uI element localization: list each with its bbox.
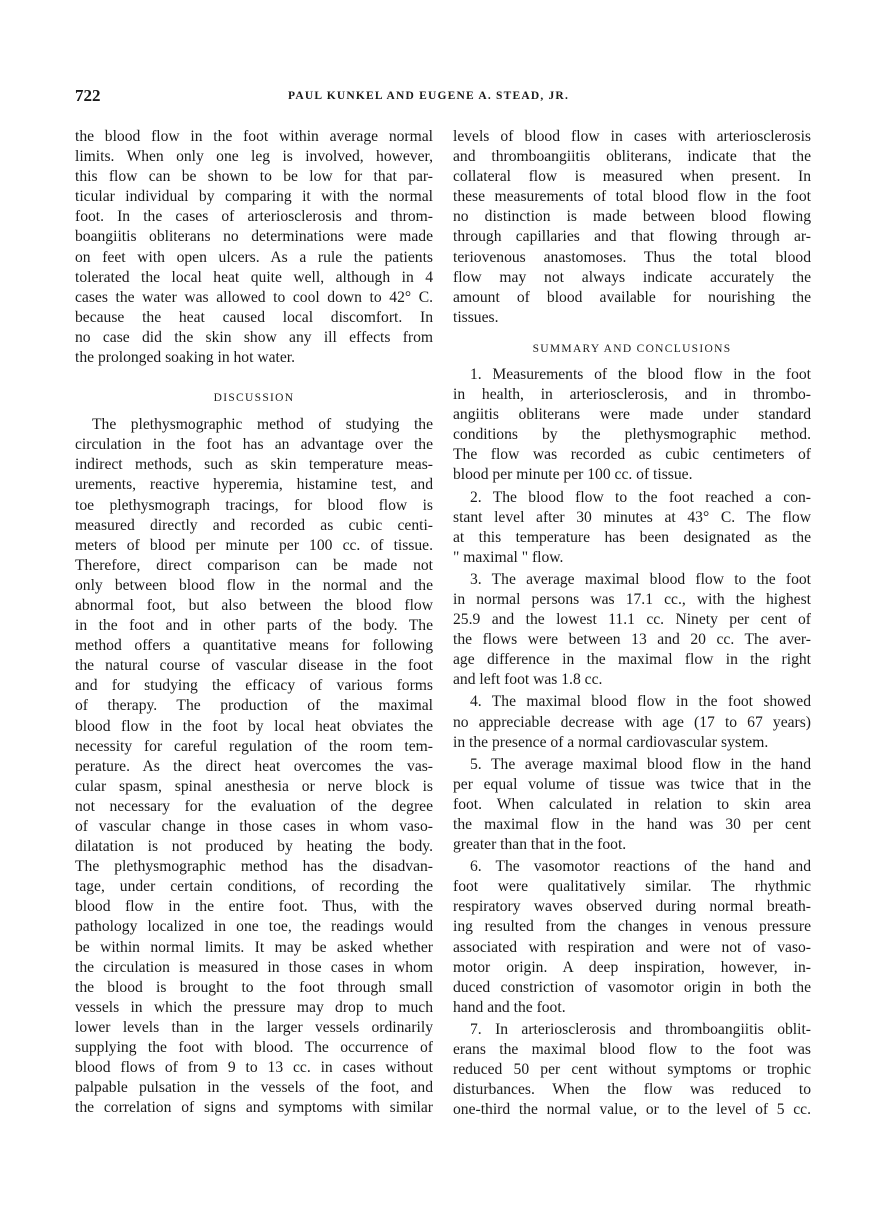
text-line: the correlation of signs and symptoms with similar <box>75 1099 433 1117</box>
right-column <box>453 127 811 1122</box>
text-line: perature. As the direct heat overcomes the vas- <box>75 757 433 775</box>
text-line: 1. Measurements of the blood flow in the foot <box>470 365 811 383</box>
paragraph <box>453 1020 811 1120</box>
text-line: tolerated the local heat quite well, although in 4 <box>75 268 433 286</box>
text-line: vessels in which the pressure may drop to much <box>75 998 433 1016</box>
text-line: the blood is brought to the foot through small <box>75 978 433 996</box>
text-line: angiitis obliterans were made under standard <box>453 406 811 424</box>
text-line: of vascular change in those cases in whom vaso- <box>75 818 433 835</box>
running-head: PAUL KUNKEL AND EUGENE A. STEAD, JR. <box>288 90 570 102</box>
text-line: the blood flow in the foot within average normal <box>75 128 433 145</box>
text-line: through capillaries and that flowing through ar- <box>453 228 811 246</box>
paragraph <box>75 415 433 1118</box>
text-line: this flow can be shown to be low for that par- <box>75 168 433 186</box>
text-line: necessity for careful regulation of the room tem- <box>75 737 433 755</box>
text-line: ing resulted from the changes in venous pressure <box>453 918 811 936</box>
text-line: palpable pulsation in the vessels of the foot, and <box>75 1079 433 1097</box>
section-heading: DISCUSSION <box>213 392 295 405</box>
text-line: The plethysmographic method has the disadvan- <box>75 858 433 876</box>
paragraph <box>453 570 811 691</box>
text-line: in the presence of a normal cardiovascular system. <box>453 733 769 751</box>
text-line: hand and the foot. <box>453 998 566 1016</box>
text-line: disturbances. When the flow was reduced to <box>453 1081 811 1099</box>
text-line: at this temperature has been designated as the <box>453 528 811 546</box>
text-line: foot. When calculated in relation to skin area <box>453 795 811 813</box>
text-line: blood flow in the foot by local heat obviates the <box>75 717 433 735</box>
paragraph <box>453 692 811 752</box>
text-line: be within normal limits. It may be asked whether <box>75 938 433 956</box>
text-line: no case did the skin show any ill effects from <box>75 328 433 346</box>
text-line: the flows were between 13 and 20 cc. The aver- <box>453 631 811 649</box>
text-line: method offers a quantitative means for following <box>75 637 433 655</box>
text-line: in health, in arteriosclerosis, and in thrombo- <box>453 386 811 404</box>
paragraph <box>453 857 811 1018</box>
text-line: The flow was recorded as cubic centimeters of <box>453 446 811 464</box>
text-line: and for studying the efficacy of various forms <box>75 677 433 695</box>
paragraph <box>75 127 433 368</box>
text-line: only between blood flow in the normal and the <box>75 576 433 594</box>
text-line: cases the water was allowed to cool down to 42° C. <box>75 288 433 306</box>
text-line: in the foot and in other parts of the body. The <box>75 617 433 635</box>
text-line: 7. In arteriosclerosis and thromboangiitis oblit- <box>470 1020 811 1038</box>
text-line: no distinction is made between blood flowing <box>453 208 811 226</box>
text-line: associated with respiration and were not of vaso- <box>453 938 811 956</box>
text-line: conditions by the plethysmographic method. <box>453 426 811 444</box>
text-line: motor origin. A deep inspiration, however, in- <box>453 958 811 976</box>
text-line: cular spasm, spinal anesthesia or nerve block is <box>75 777 433 795</box>
text-line: 5. The average maximal blood flow in the hand <box>470 755 811 773</box>
text-line: boangiitis obliterans no determinations were made <box>75 228 433 246</box>
text-line: stant level after 30 minutes at 43° C. The flow <box>453 508 811 526</box>
paragraph <box>453 488 811 568</box>
text-line: 6. The vasomotor reactions of the hand and <box>470 858 811 876</box>
text-line: 4. The maximal blood flow in the foot showed <box>470 693 811 711</box>
text-line: urements, reactive hyperemia, histamine test, and <box>75 476 433 494</box>
text-line: age difference in the maximal flow in the right <box>453 651 811 669</box>
text-line: one-third the normal value, or to the level of 5 cc. <box>453 1101 811 1119</box>
text-line: blood flows of from 9 to 13 cc. in cases without <box>75 1059 433 1077</box>
text-line: collateral flow is measured when present. In <box>453 168 811 186</box>
text-line: " maximal " flow. <box>453 548 564 566</box>
text-line: tage, under certain conditions, of recording the <box>75 878 433 896</box>
text-line: the natural course of vascular disease in the foot <box>75 657 433 675</box>
text-line: levels of blood flow in cases with arteriosclerosis <box>453 128 811 145</box>
text-line: Therefore, direct comparison can be made not <box>75 556 433 574</box>
left-column <box>75 127 433 1120</box>
paragraph <box>453 755 811 855</box>
text-line: the prolonged soaking in hot water. <box>75 349 296 367</box>
text-line: limits. When only one leg is involved, however, <box>75 148 433 166</box>
text-line: erans the maximal blood flow to the foot was <box>453 1041 811 1059</box>
text-line: blood per minute per 100 cc. of tissue. <box>453 466 693 484</box>
text-line: dilatation is not produced by heating the body. <box>75 838 433 856</box>
text-line: and left foot was 1.8 cc. <box>453 671 603 689</box>
text-line: duced constriction of vasomotor origin in both the <box>453 978 811 996</box>
text-line: abnormal foot, but also between the blood flow <box>75 596 433 614</box>
text-line: amount of blood available for nourishing the <box>453 288 811 306</box>
page-number: 722 <box>75 86 101 105</box>
text-line: and thromboangiitis obliterans, indicate that the <box>453 148 811 166</box>
text-line: blood flow in the entire foot. Thus, with the <box>75 898 433 916</box>
text-line: no appreciable decrease with age (17 to 67 years) <box>453 713 811 731</box>
text-line: pathology localized in one toe, the readings would <box>75 918 433 936</box>
text-line: of therapy. The production of the maximal <box>75 697 433 715</box>
text-line: ticular individual by comparing it with the normal <box>75 188 433 206</box>
text-line: per equal volume of tissue was twice that in the <box>453 775 811 793</box>
text-line: flow may not always indicate accurately the <box>453 268 811 286</box>
text-line: greater than that in the foot. <box>453 836 627 854</box>
text-line: The plethysmographic method of studying the <box>92 416 433 434</box>
paragraph <box>453 365 811 486</box>
text-line: lower levels than in the larger vessels ordinarily <box>75 1018 433 1036</box>
text-line: 3. The average maximal blood flow to the foot <box>470 570 811 588</box>
text-line: circulation in the foot has an advantage over the <box>75 436 433 454</box>
text-line: meters of blood per minute per 100 cc. of tissue. <box>75 536 433 554</box>
text-line: foot. In the cases of arteriosclerosis and throm- <box>75 208 433 226</box>
text-line: in normal persons was 17.1 cc., with the highest <box>453 590 811 608</box>
text-line: not necessary for the evaluation of the degree <box>75 797 433 815</box>
text-line: the maximal flow in the hand was 30 per cent <box>453 816 811 833</box>
text-line: teriovenous anastomoses. Thus the total blood <box>453 248 811 266</box>
text-line: 2. The blood flow to the foot reached a con- <box>470 488 811 506</box>
section-heading: SUMMARY AND CONCLUSIONS <box>532 342 732 355</box>
text-line: indirect methods, such as skin temperature meas- <box>75 456 433 474</box>
text-line: these measurements of total blood flow in the foot <box>453 188 811 206</box>
text-line: the circulation is measured in those cases in whom <box>75 958 433 976</box>
text-line: measured directly and recorded as cubic centi- <box>75 516 433 534</box>
text-line: tissues. <box>453 308 499 326</box>
text-line: toe plethysmograph tracings, for blood flow is <box>75 496 433 514</box>
text-line: supplying the foot with blood. The occurrence of <box>75 1039 433 1057</box>
text-line: 25.9 and the lowest 11.1 cc. Ninety per cent of <box>453 611 811 629</box>
paragraph <box>453 127 811 328</box>
text-line: on feet with open ulcers. As a rule the patients <box>75 248 433 266</box>
text-line: because the heat caused local discomfort. In <box>75 308 433 326</box>
text-line: reduced 50 per cent without symptoms or trophic <box>453 1061 811 1079</box>
text-line: foot were qualitatively similar. The rhythmic <box>453 878 811 896</box>
text-line: respiratory waves observed during normal breath- <box>453 898 811 916</box>
